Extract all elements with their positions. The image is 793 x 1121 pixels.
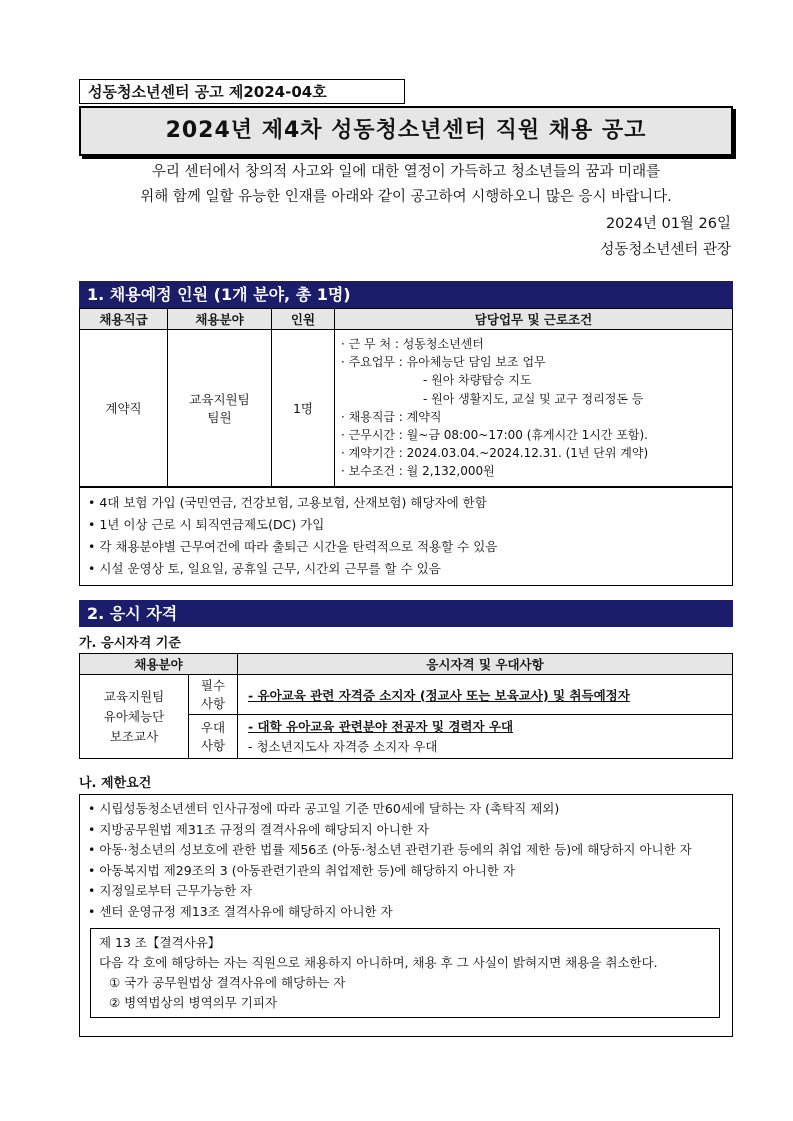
notice-number: 성동청소년센터 공고 제2024-04호 <box>79 79 405 104</box>
preferred-text-2: - 청소년지도사 자격증 소지자 우대 <box>248 738 438 754</box>
note-item: • 시설 운영상 토, 일요일, 공휴일 근무, 시간외 근무를 할 수 있음 <box>88 561 441 576</box>
duty-line: · 근 무 처 : 성동청소년센터 <box>341 337 484 351</box>
label-line: 사항 <box>200 737 226 753</box>
col-header-field: 채용분야 <box>168 309 272 330</box>
col-header-qualifications: 응시자격 및 우대사항 <box>238 654 733 675</box>
restriction-item: • 지정일로부터 근무가능한 자 <box>88 883 253 898</box>
restriction-list <box>80 795 732 922</box>
duty-line: - 원아 생활지도, 교실 및 교구 정리정돈 등 <box>423 391 644 406</box>
subheading-criteria: 가. 응시자격 기준 <box>79 636 181 651</box>
preferred-text-1: - 대학 유아교육 관련분야 전공자 및 경력자 우대 <box>248 718 514 734</box>
col-header-duties: 담당업무 및 근로조건 <box>335 309 733 330</box>
article-body: 다음 각 호에 해당하는 자는 직원으로 채용하지 아니하며, 채용 후 그 사실이 밝혀지면 채용을 취소한다. <box>99 955 658 970</box>
article-heading: 제 13 조【결격사유】 <box>99 935 221 950</box>
intro-paragraph <box>79 160 733 210</box>
cell-field <box>80 675 189 759</box>
label-line: 사항 <box>200 695 226 711</box>
restriction-item: • 아동·청소년의 성보호에 관한 법률 제56조 (아동·청소년 관련기관 등에의 취업 제한 등)에 해당하지 아니한 자 <box>88 842 692 857</box>
title-box <box>79 106 733 156</box>
note-item: • 각 채용분야별 근무여건에 따라 출퇴근 시간을 탄력적으로 적용할 수 있음 <box>88 539 498 554</box>
duty-line: · 주요업무 : 유아체능단 담임 보조 업무 <box>341 355 546 370</box>
notice-date: 2024년 01월 26일 <box>605 216 731 232</box>
intro-line-1: 우리 센터에서 창의적 사고와 일에 대한 열정이 가득하고 청소년들의 꿈과 미래를 <box>151 164 661 180</box>
duty-line: - 원아 차량탑승 지도 <box>423 373 532 388</box>
col-header-grade: 채용직급 <box>80 309 168 330</box>
cell-count: 1명 <box>272 330 335 487</box>
col-header-field: 채용분야 <box>80 654 238 675</box>
col-header-count: 인원 <box>272 309 335 330</box>
cell-required-label <box>189 675 238 715</box>
section-1-header: 1. 채용예정 인원 (1개 분야, 총 1명) <box>79 281 733 308</box>
duty-line: · 보수조건 : 월 2,132,000원 <box>341 464 495 479</box>
subheading-restrictions: 나. 제한요건 <box>79 776 152 791</box>
qualification-table <box>79 653 733 759</box>
article-item-2: ② 병역법상의 병역의무 기피자 <box>109 995 278 1010</box>
page-title: 2024년 제4차 성동청소년센터 직원 채용 공고 <box>165 118 647 143</box>
cell-field <box>168 330 272 487</box>
field-line: 교육지원팀 <box>103 688 165 704</box>
restriction-item: • 아동복지법 제29조의 3 (아동관련기관의 취업제한 등)에 해당하지 아니한 자 <box>88 862 515 878</box>
field-line: 유아체능단 <box>103 708 165 724</box>
field-line-1: 교육지원팀 <box>189 391 250 407</box>
section-2-header: 2. 응시 자격 <box>79 600 733 627</box>
signer: 성동청소년센터 관장 <box>600 242 731 258</box>
restriction-item: • 시립성동청소년센터 인사규정에 따라 공고일 기준 만60세에 달하는 자 (촉탁직 제외) <box>88 801 560 816</box>
duty-line: · 계약기간 : 2024.03.04.~2024.12.31. (1년 단위 계약) <box>341 446 649 461</box>
duty-line: · 채용직급 : 계약직 <box>341 409 442 424</box>
required-text: - 유아교육 관련 자격증 소지자 (정교사 또는 보육교사) 및 취득예정자 <box>248 687 630 703</box>
intro-line-2: 위해 함께 일할 유능한 인재를 아래와 같이 공고하여 시행하오니 많은 응시 바랍니다. <box>140 189 672 205</box>
restriction-item: • 지방공무원법 제31조 규정의 결격사유에 해당되지 아니한 자 <box>88 821 429 837</box>
cell-duties <box>335 330 733 487</box>
cell-preferred-text <box>238 715 733 759</box>
recruitment-table <box>79 308 733 487</box>
cell-required-text <box>238 675 733 715</box>
note-item: • 1년 이상 근로 시 퇴직연금제도(DC) 가입 <box>88 517 325 532</box>
article-item-1: ① 국가 공무원법상 결격사유에 해당하는 자 <box>109 975 346 990</box>
duty-line: · 근무시간 : 월~금 08:00~17:00 (휴게시간 1시간 포함). <box>341 428 648 443</box>
cell-preferred-label <box>189 715 238 759</box>
article-13-box <box>90 928 720 1018</box>
section-1-notes <box>79 487 733 586</box>
label-line: 우대 <box>200 719 226 735</box>
field-line-2: 팀원 <box>207 409 232 425</box>
restriction-item: • 센터 운영규정 제13조 결격사유에 해당하지 아니한 자 <box>88 903 393 919</box>
field-line: 보조교사 <box>109 728 159 744</box>
note-item: • 4대 보험 가입 (국민연금, 건강보험, 고용보험, 산재보험) 해당자에 한함 <box>88 495 487 510</box>
cell-grade: 계약직 <box>80 330 168 487</box>
restrictions-box <box>79 794 733 1037</box>
label-line: 필수 <box>200 677 226 693</box>
